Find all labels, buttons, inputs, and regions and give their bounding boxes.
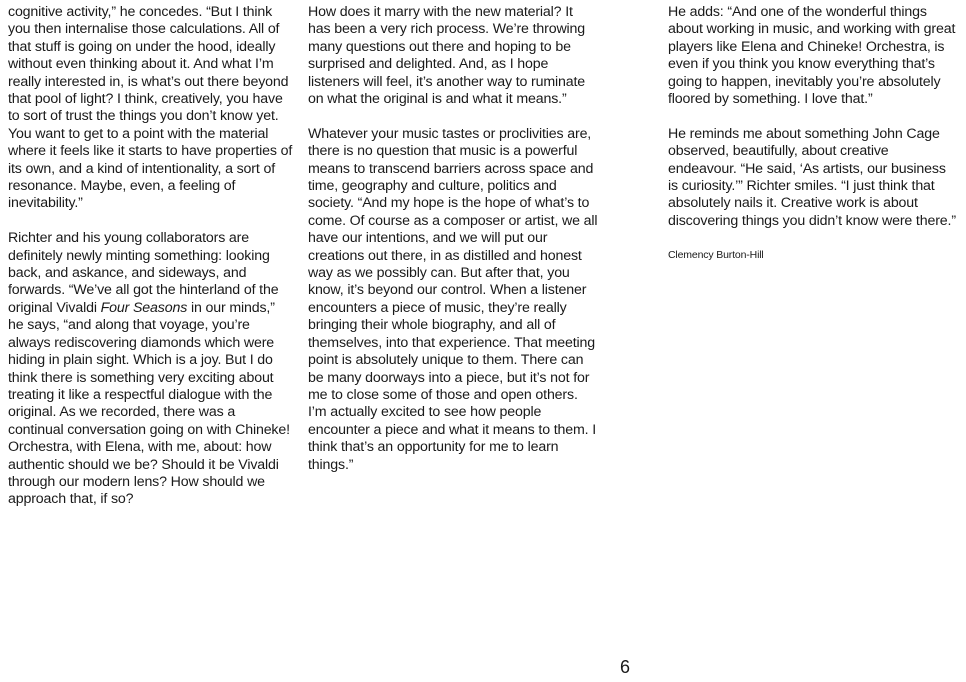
text-column-2	[308, 4, 598, 491]
paragraph: He adds: “And one of the wonderful things about working in music, and working with great players like Elena and Chineke! Orchestra, is even if you think you know everything that’s going to happen, inevitably you’re absolutely floored by something. I love that.”	[668, 4, 956, 108]
paragraph	[8, 230, 294, 509]
page-number: 6	[620, 657, 631, 677]
paragraph: cognitive activity,” he concedes. “But I think you then internalise those calculations. All of that stuff is going on under the hood, ideally without even thinking about it. And what I’m really interested in, is what’s out there beyond that pool of light? I think, creatively, you have to sort of trust the things you don’t know yet. You want to get to a point with the material where it feels like it starts to have properties of its own, and a kind of intentionality, a sort of resonance. Maybe, even, a feeling of inevitability.”	[8, 4, 293, 212]
paragraph: How does it marry with the new material? It has been a very rich process. We’re throwing many questions out there and hoping to be surprised and delighted. And, as I hope listeners will feel, it’s another way to ruminate on what the original is and what it means.”	[308, 4, 586, 108]
text-column-1	[8, 4, 294, 526]
text-column-3	[668, 4, 958, 262]
album-title-italic: Four Seasons	[100, 299, 188, 316]
paragraph: Whatever your music tastes or proclivities are, there is no question that music is a powerful means to transcend barriers across space and time, geography and culture, politics and society. “And my hope is the hope of what’s to come. Of course as a composer or artist, we all have our intentions, and we will put our creations out there, in as distilled and honest way as we possibly can. But after that, you know, it’s beyond our control. When a listener encounters a piece of music, they’re really bringing their whole biography, and all of themselves, into that experience. That meeting point is absolutely unique to them. There can be many doorways into a piece, but it’s not for me to close some of those and open others. I’m actually excited to see how people encounter a piece and what it means to them. I think that’s an opportunity for me to learn things.”	[308, 125, 598, 473]
paragraph-text: in our minds,” he says, “and along that voyage, you’re always rediscovering diamonds which were hiding in plain sight. Which is a joy. But I do think there is something very exciting about treating it like a respectful dialogue with the original. As we recorded, there was a continual conversation going on with Chineke! Orchestra, with Elena, with me, about: how authentic should we be? Should it be Vivaldi through our modern lens? How should we approach that, if so?	[8, 299, 290, 508]
paragraph: He reminds me about something John Cage observed, beautifully, about creative endeavour. “He said, ‘As artists, our business is curiosity.’” Richter smiles. “I just think that absolutely nails it. Creative work is about discovering things you didn’t know were there.”	[668, 125, 956, 229]
paragraph-text: Richter and his young collaborators are definitely newly minting something: looking back, and askance, and sideways, and forwards. “We’ve all got the hinterland of the original Vivaldi	[8, 230, 279, 316]
author-byline: Clemency Burton-Hill	[668, 248, 764, 261]
